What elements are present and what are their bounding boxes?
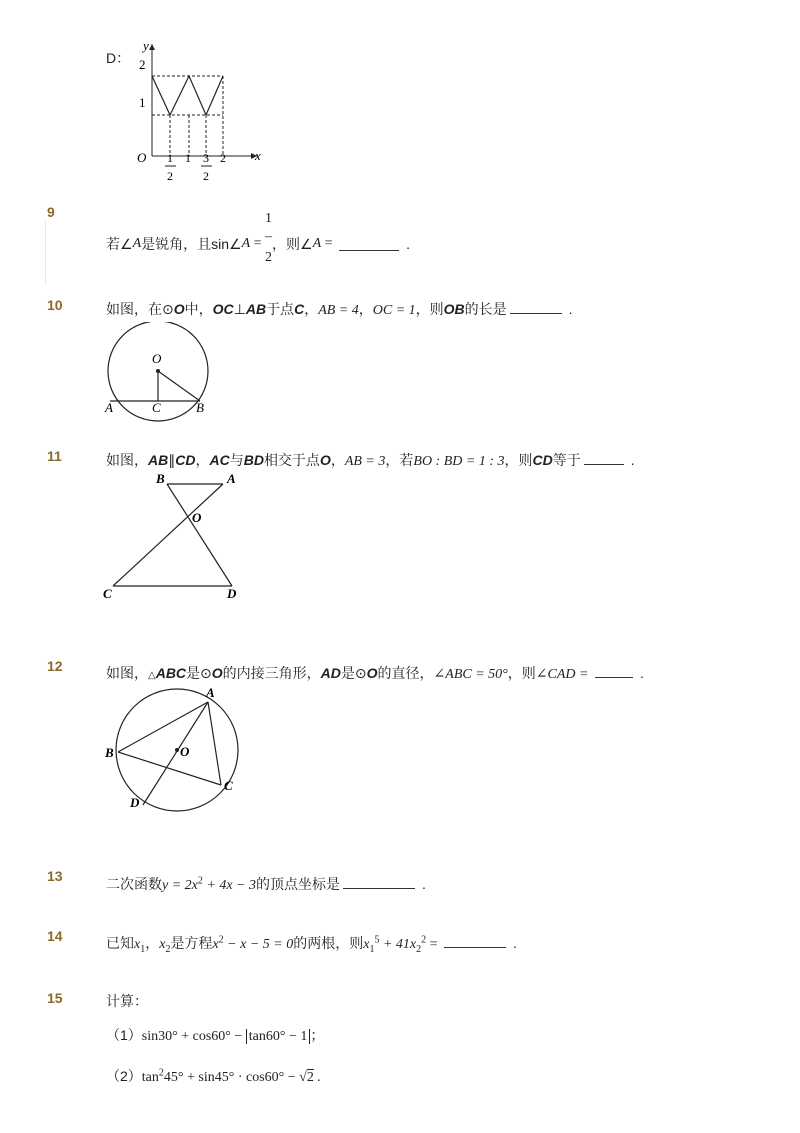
q10-o: O <box>173 301 185 317</box>
q9-frac-den: 2 <box>265 250 273 265</box>
q10-c: C <box>294 301 305 317</box>
q10-oc-eq: OC = 1 <box>372 303 416 318</box>
q11-end: . <box>630 452 635 468</box>
q13-fy: y = 2x <box>162 878 198 893</box>
q15-p2-end: . <box>316 1068 321 1084</box>
q15-p1-expr: sin30° + cos60° − <box>141 1029 246 1044</box>
q11-answer-blank[interactable] <box>584 463 624 465</box>
q10-end: . <box>568 301 573 317</box>
q9-frac-num: 1 <box>265 211 273 226</box>
q9-frac-bar: – <box>265 229 273 244</box>
q9-t-mid: 是锐角，且sin∠ <box>141 236 242 252</box>
q8-y-axis-label: y <box>143 38 149 53</box>
q12-fig-b: B <box>105 745 114 760</box>
q15-p2-sqrt: √ <box>299 1070 307 1085</box>
q10-number: 10 <box>47 297 63 313</box>
q8-y-tick-1: 1 <box>139 95 146 110</box>
q14-x1: x <box>134 937 141 952</box>
q9-t-pre: 若∠ <box>106 236 133 252</box>
q14-end: . <box>513 935 517 951</box>
q12-angle-abc: ∠ABC = 50° <box>433 667 508 682</box>
q12-answer-blank[interactable] <box>595 676 633 678</box>
q13-sup2: 2 <box>197 875 203 887</box>
q12-t2b: 是⊙ <box>340 665 367 681</box>
q11-t5: ，则 <box>504 452 533 468</box>
q11-t4: ，若 <box>385 452 414 468</box>
q12-tri: △ <box>148 670 156 681</box>
q11-comma2: ， <box>330 452 345 468</box>
q9-margin-rule <box>45 220 46 285</box>
q12-t5: ，则 <box>507 665 536 681</box>
q15-title: 计算： <box>106 993 148 1009</box>
q14-x4: x <box>363 937 370 952</box>
q11-t2: 与 <box>229 452 244 468</box>
q8-x-tick-three-half-den: 2 <box>203 169 209 183</box>
q13-t1: 二次函数 <box>106 876 162 892</box>
q12-t2: 是⊙ <box>186 665 212 681</box>
q10-fig-o: O <box>152 351 162 366</box>
q13-number: 13 <box>47 868 63 884</box>
q13-answer-blank[interactable] <box>343 887 415 889</box>
q11-text <box>106 450 635 470</box>
q12-t4: 的直径， <box>377 665 434 681</box>
q11-ab-eq: AB = 3 <box>344 454 386 469</box>
q12-fig-d: D <box>130 795 140 810</box>
q12-number: 12 <box>47 658 63 674</box>
q11-t1: 如图， <box>106 452 148 468</box>
q8-x-tick-1: 1 <box>185 151 191 165</box>
q11-fig-o: O <box>192 510 202 525</box>
q14-x2: x <box>159 937 166 952</box>
q11-number: 11 <box>47 448 62 464</box>
q15-p1-abs <box>246 1029 311 1044</box>
q8-y-tick-2: 2 <box>139 57 146 72</box>
q10-t2: 中， <box>184 301 213 317</box>
q15-p2-label: （2） <box>106 1068 142 1084</box>
q12-end: . <box>639 665 644 681</box>
q11-ac: AC <box>209 452 230 468</box>
q14-t1: 已知 <box>106 935 134 951</box>
q8-x-axis-label: x <box>255 148 261 163</box>
q14-sub2: 2 <box>165 943 171 955</box>
q12-inscribed-figure <box>100 685 250 815</box>
q13-end: . <box>421 876 426 892</box>
q12-fig-a: A <box>206 685 215 700</box>
q9-var-a: A <box>132 236 142 251</box>
q12-o: O <box>211 665 223 681</box>
q9-t-then: ，则∠ <box>272 236 313 252</box>
q10-answer-blank[interactable] <box>510 312 562 314</box>
q12-text <box>106 663 644 683</box>
q15-p1-label: （1） <box>106 1027 142 1043</box>
q13-frest: + 4x − 3 <box>202 878 256 893</box>
q9-eq: = <box>250 236 266 251</box>
q14-eq-rest: − x − 5 = 0 <box>223 937 294 952</box>
q15-p2-rad: 2 <box>306 1070 314 1085</box>
q10-t1: 如图，在⊙ <box>106 301 174 317</box>
q10-perp: ⊥ <box>233 301 246 317</box>
q10-text <box>106 299 573 319</box>
q10-t4: ， <box>304 301 319 317</box>
q9-answer-blank[interactable] <box>339 249 399 251</box>
q15-p2-sup2: 2 <box>158 1067 164 1079</box>
q11-par: ∥ <box>168 452 176 468</box>
q10-oc: OC <box>212 301 234 317</box>
q9-eq2: = <box>321 236 337 251</box>
q14-t2: 是方程 <box>170 935 213 951</box>
q11-comma: ， <box>195 452 210 468</box>
q8-x-tick-2: 2 <box>220 151 226 165</box>
q15-p1-end: ； <box>310 1027 325 1043</box>
q11-cd: CD <box>175 452 196 468</box>
q9-end: . <box>406 236 410 252</box>
q14-sup2b: 2 <box>421 934 427 946</box>
q13-t2: 的顶点坐标是 <box>255 876 340 892</box>
q11-fig-b: B <box>156 471 165 486</box>
q15-p2-tan: tan <box>141 1070 159 1085</box>
q11-fig-a: A <box>227 471 236 486</box>
q8-option-d-graph <box>125 38 275 188</box>
q10-ab-eq: AB = 4 <box>318 303 359 318</box>
q15-p2-expr: 45° + sin45° · cos60° − <box>163 1070 300 1085</box>
q11-t6: 等于 <box>552 452 581 468</box>
q15-p1-abs-inner: tan60° − 1 <box>248 1029 308 1044</box>
q11-ratio: BO : BD = 1 : 3 <box>413 454 505 469</box>
q9-var-a2: A <box>241 236 251 251</box>
q10-t5: ，则 <box>415 301 444 317</box>
q14-t3: 的两根，则 <box>293 935 364 951</box>
q14-answer-blank[interactable] <box>444 946 506 948</box>
q11-triangles-figure <box>100 470 250 602</box>
q8-x-tick-three-half-num: 3 <box>203 151 209 165</box>
q14-sub2b: 2 <box>416 943 422 955</box>
q12-ad: AD <box>320 665 341 681</box>
q11-o: O <box>319 452 331 468</box>
q13-text <box>106 874 426 894</box>
q11-t3: 相交于点 <box>263 452 320 468</box>
q10-fig-a: A <box>105 400 113 415</box>
q14-text <box>106 933 517 955</box>
q14-number: 14 <box>47 928 63 944</box>
q12-fig-c: C <box>224 778 233 793</box>
q15-number: 15 <box>47 990 63 1006</box>
q14-x3: x <box>212 937 219 952</box>
q11-bd: BD <box>243 452 264 468</box>
q10-t3: 于点 <box>266 301 295 317</box>
q12-abc: ABC <box>155 665 187 681</box>
q14-sup2: 2 <box>218 934 224 946</box>
q9-number: 9 <box>47 204 55 220</box>
q12-angle-cad: ∠CAD = <box>535 667 592 682</box>
q12-t1: 如图， <box>106 665 148 681</box>
q8-x-tick-half-den: 2 <box>167 169 173 183</box>
q9-var-a3: A <box>312 236 322 251</box>
q10-fig-c: C <box>152 400 161 415</box>
q12-o2: O <box>366 665 378 681</box>
q10-fig-b: B <box>196 400 204 415</box>
q14-comma: ， <box>145 935 160 951</box>
q12-fig-o: O <box>180 744 190 759</box>
q15-part2 <box>106 1066 321 1086</box>
q11-fig-d: D <box>227 586 237 601</box>
q8-x-tick-half-num: 1 <box>167 151 173 165</box>
q10-ob: OB <box>443 301 465 317</box>
q14-sub1b: 1 <box>369 943 375 955</box>
q14-mid: + 41x <box>379 937 417 952</box>
q10-ab: AB <box>245 301 267 317</box>
q10-t4b: ， <box>358 301 373 317</box>
q15-part1 <box>106 1025 324 1045</box>
q14-sub1: 1 <box>140 943 146 955</box>
q14-sup5: 5 <box>374 934 380 946</box>
q9-fraction <box>265 208 272 272</box>
q14-eq: = <box>426 937 442 952</box>
q11-ab: AB <box>148 452 169 468</box>
q11-fig-c: C <box>103 586 112 601</box>
q9-text <box>106 211 410 266</box>
q8-origin-label: O <box>137 150 147 165</box>
q12-t3: 的内接三角形， <box>222 665 321 681</box>
q8-option-d-label: D： <box>106 50 131 66</box>
q10-circle-figure <box>100 322 220 422</box>
q10-t6: 的长是 <box>464 301 507 317</box>
q11-cd2: CD <box>532 452 553 468</box>
